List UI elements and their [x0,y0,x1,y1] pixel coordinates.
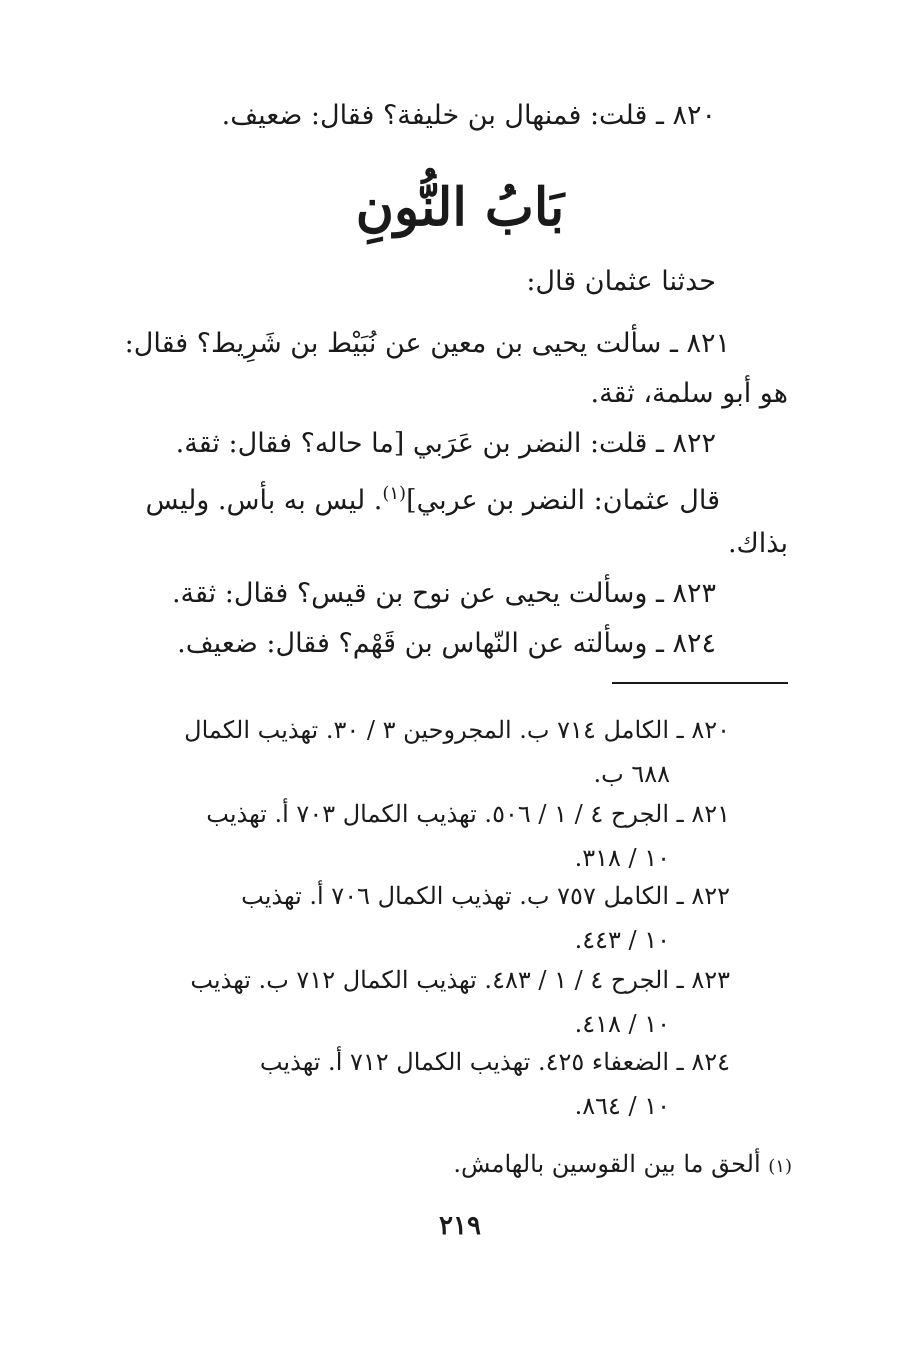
reference-824-line-2: ١٠ / ٨٦٤. [574,1092,670,1120]
reference-821-line-1: ٨٢١ ـ الجرح ٤ / ١ / ٥٠٦. تهذيب الكمال ٧٠٣ أ. تهذيب [206,800,730,828]
footnote-marker: (١) [768,1156,792,1177]
footnote-text: ألحق ما بين القوسين بالهامش. [453,1150,761,1178]
entry-820: ٨٢٠ ـ قلت: فمنهال بن خليفة؟ فقال: ضعيف. [221,100,716,131]
entry-822-text-a: قال عثمان: النضر بن عربي] [406,485,720,516]
reference-822-line-1: ٨٢٢ ـ الكامل ٧٥٧ ب. تهذيب الكمال ٧٠٦ أ. تهذيب [241,882,730,910]
reference-820-line-1: ٨٢٠ ـ الكامل ٧١٤ ب. المجروحين ٣ / ٣٠. تهذيب الكمال [184,716,730,744]
entry-824: ٨٢٤ ـ وسألته عن النّهاس بن قَهْم؟ فقال: ضعيف. [177,628,716,659]
entry-822-line-2 [146,474,720,521]
entry-822-line-1: ٨٢٢ ـ قلت: النضر بن عَرَبي [ما حاله؟ فقال: ثقة. [175,428,716,459]
chain-intro: حدثنا عثمان قال: [526,266,716,297]
footnote-reference: (١) [382,483,407,504]
entry-823: ٨٢٣ ـ وسألت يحيى عن نوح بن قيس؟ فقال: ثقة. [171,578,716,609]
footnote-separator [612,682,788,684]
reference-821-line-2: ١٠ / ٣١٨. [574,844,670,872]
page-number: ٢١٩ [439,1211,481,1241]
entry-822-line-3: بذاك. [727,528,788,559]
entry-821-line-1: ٨٢١ ـ سألت يحيى بن معين عن نُبَيْط بن شَرِيط؟ فقال: [124,328,730,359]
reference-823-line-2: ١٠ / ٤١٨. [574,1010,670,1038]
entry-822-text-b: . ليس به بأس. وليس [145,485,383,516]
reference-822-line-2: ١٠ / ٤٤٣. [574,926,670,954]
entry-821-line-2: هو أبو سلمة، ثقة. [590,378,788,409]
reference-820-line-2: ٦٨٨ ب. [593,760,670,788]
footnote [453,1146,792,1185]
reference-824-line-1: ٨٢٤ ـ الضعفاء ٤٢٥. تهذيب الكمال ٧١٢ أ. تهذيب [259,1048,730,1076]
reference-823-line-1: ٨٢٣ ـ الجرح ٤ / ١ / ٤٨٣. تهذيب الكمال ٧١٢ ب. تهذيب [190,966,730,994]
chapter-title: بَابُ النُّونِ [355,177,565,238]
